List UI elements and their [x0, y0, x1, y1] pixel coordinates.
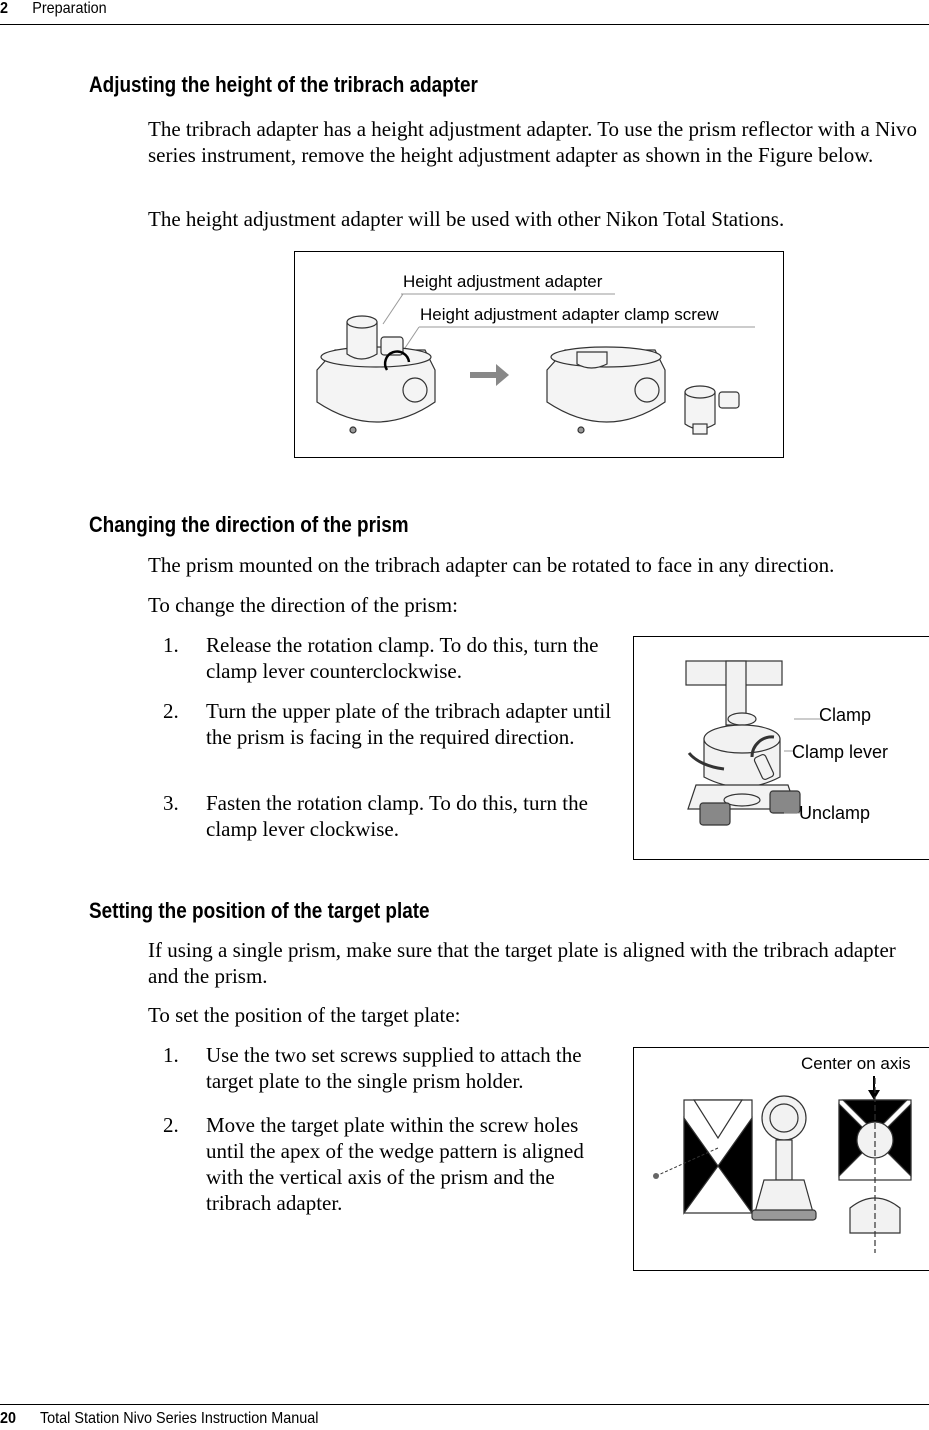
running-footer [0, 1410, 450, 1428]
step-text: Fasten the rotation clamp. To do this, turn the clamp lever clockwise. [206, 791, 588, 841]
target-plate-front [839, 1078, 911, 1253]
callout-clamp: Clamp [819, 705, 872, 725]
section-heading-height: Adjusting the height of the tribrach adapter [89, 72, 478, 97]
callout-height-adjustment-adapter: Height adjustment adapter [403, 272, 603, 291]
paragraph: The height adjustment adapter will be used with other Nikon Total Stations. [148, 207, 785, 231]
step-text: Use the two set screws supplied to attach the target plate to the single prism holder. [206, 1043, 582, 1093]
prism-assembly [752, 1096, 816, 1220]
section-heading-direction: Changing the direction of the prism [89, 512, 409, 537]
callout-center-on-axis: Center on axis [801, 1054, 911, 1073]
step-number: 2. [163, 1113, 179, 1137]
section-heading-target-plate: Setting the position of the target plate [89, 898, 430, 923]
footer-rule [0, 1404, 929, 1405]
page-number: 20 [0, 1410, 17, 1427]
paragraph: The prism mounted on the tribrach adapter can be rotated to face in any direction. [148, 553, 835, 577]
callout-clamp-lever: Clamp lever [792, 742, 889, 762]
step-text: Turn the upper plate of the tribrach adapter until the prism is facing in the required direction. [206, 699, 612, 749]
clamp-illustration [634, 637, 929, 859]
step-text: Move the target plate within the screw holes until the apex of the wedge pattern is aligned with the vertical axis of the prism and the tribrach adapter. [206, 1113, 584, 1215]
tribrach-without-adapter [547, 347, 665, 433]
down-arrow-icon [868, 1090, 880, 1100]
manual-title: Total Station Nivo Series Instruction Manual [39, 1410, 319, 1427]
step-number: 1. [163, 1043, 179, 1067]
step-text: Release the rotation clamp. To do this, turn the clamp lever counterclockwise. [206, 633, 599, 683]
figure-clamp [633, 636, 929, 860]
header-rule [0, 24, 929, 25]
step-number: 3. [163, 791, 179, 815]
callout-clamp-screw: Height adjustment adapter clamp screw [420, 305, 719, 324]
step-number: 2. [163, 699, 179, 723]
height-adapter-illustration [295, 252, 783, 457]
paragraph: If using a single prism, make sure that the target plate is aligned with the tribrach adapter and the prism. [148, 938, 896, 988]
step-number: 1. [163, 633, 179, 657]
figure-target-plate [633, 1047, 929, 1271]
running-header [0, 0, 360, 18]
tribrach-with-adapter [317, 316, 435, 433]
removed-adapter [685, 386, 739, 434]
chapter-title: Preparation [32, 0, 107, 17]
paragraph: To set the position of the target plate: [148, 1003, 461, 1027]
paragraph: The tribrach adapter has a height adjustment adapter. To use the prism reflector with a Nivo series instrument, remove the height adjustment adapter as shown in the Figure below. [148, 117, 918, 167]
target-plate-side [684, 1100, 752, 1213]
paragraph: To change the direction of the prism: [148, 593, 458, 617]
callout-unclamp: Unclamp [799, 803, 871, 823]
chapter-number: 2 [0, 0, 9, 17]
target-plate-illustration [634, 1048, 929, 1270]
right-arrow-icon [470, 364, 509, 386]
figure-height-adapter [294, 251, 784, 458]
